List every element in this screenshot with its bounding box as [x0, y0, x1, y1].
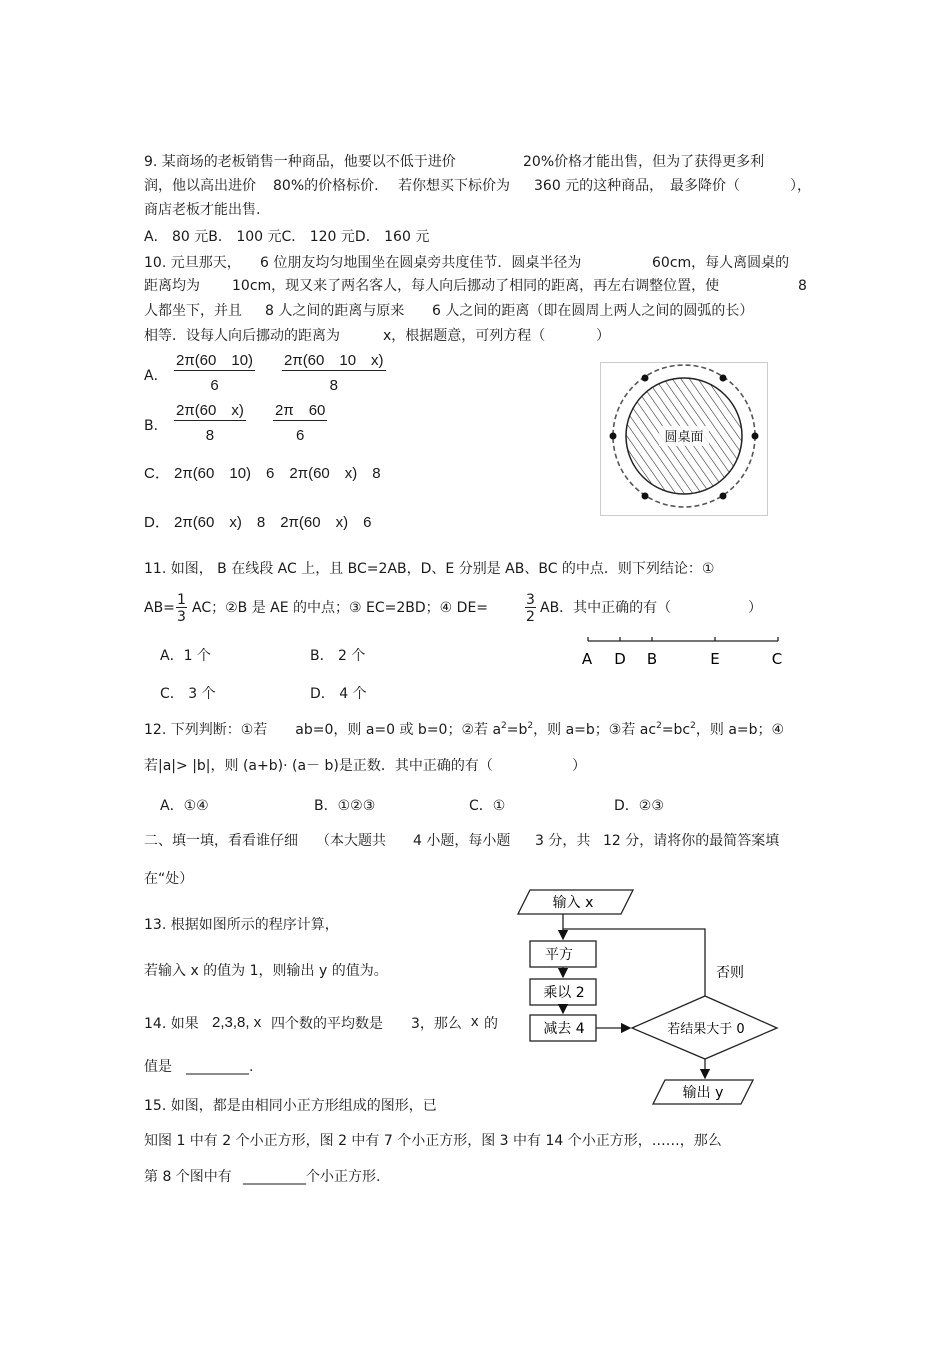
q11-l2-close: ）: [748, 600, 762, 616]
seat-dot: [720, 493, 727, 500]
q15-line1: 15. 如图，都是由相同小正方形组成的图形，已: [144, 1098, 437, 1114]
q11-optD: D． 4 个: [310, 686, 367, 702]
q14-l1f: 的: [484, 1016, 498, 1032]
q10-line2a: 距离均为: [144, 278, 200, 294]
q12-optD: D．②③: [614, 798, 664, 814]
flowchart: [515, 885, 795, 1110]
q9-line1a: 9. 某商场的老板销售一种商品，他要以不低于进价: [144, 154, 456, 170]
q11-f2-den: 2: [526, 609, 535, 625]
q10-optB-label: B．: [144, 418, 168, 434]
q12-l1d-sup: 2: [656, 721, 662, 731]
q14-l1a: 14. 如果: [144, 1016, 199, 1032]
section2-line1d: 3 分，共: [535, 833, 591, 849]
seat-dot: [642, 375, 649, 382]
q12-line2-close: ）: [572, 758, 586, 774]
q14-l2a: 值是: [144, 1059, 172, 1075]
seat-dot: [752, 433, 759, 440]
q9-line1b: 20%价格才能出售，但为了获得更多利: [523, 154, 765, 170]
q10-optB-f1-num: 2π(60 x): [176, 402, 244, 419]
table-label: 圆桌面: [664, 430, 704, 445]
q9-line2b: 80%的价格标价.: [273, 178, 379, 194]
q10-optA-label: A．: [144, 368, 168, 384]
q12-optA: A．①④: [160, 798, 209, 814]
input-label: 输入 x: [552, 895, 594, 911]
q10-line3b: 8 人之间的距离与原来: [265, 303, 405, 319]
q11-f2-num: 3: [526, 592, 535, 608]
output-label: 输出 y: [682, 1085, 724, 1101]
q9-options: A． 80 元B． 100 元C． 120 元D． 160 元: [144, 229, 430, 245]
q12-l1b-sup: 2: [501, 721, 507, 731]
q11-line1: 11. 如图， B 在线段 AC 上，且 BC=2AB，D、E 分别是 AB、BC 的中点．则下列结论：①: [144, 561, 715, 577]
q10-line1a: 10. 元旦那天，: [144, 255, 241, 271]
q12-l1d: ，则 a=b；③若 ac: [533, 722, 657, 738]
q10-optB-f1-den: 8: [205, 427, 215, 444]
no-label: 否则: [716, 965, 744, 981]
q11-f1-num: 1: [177, 592, 186, 608]
q11-fraction-3-2: [525, 593, 536, 624]
section2-line1b: （本大题共: [316, 833, 386, 849]
q9-line3: 商店老板才能出售.: [144, 202, 261, 218]
segment-diagram: [578, 632, 788, 672]
q10-optD: D． 2π(60 x) 8 2π(60 x) 6: [144, 514, 372, 531]
point-label-d: D: [614, 650, 626, 668]
q10-optA-f2-den: 8: [329, 377, 338, 394]
q15-line3a: 第 8 个图中有: [144, 1169, 232, 1185]
q12-l1e: =bc: [661, 722, 691, 738]
q11-l2-ab: AB=: [144, 600, 175, 616]
q10-optB-fraction-2: [273, 402, 327, 445]
q9-line2c: 若你想买下标价为: [398, 178, 510, 194]
condition-label: 若结果大于 0: [667, 1022, 745, 1037]
q10-line1c: 60cm，每人离圆桌的: [652, 255, 790, 271]
q11-l2-mid: AC；②B 是 AE 的中点；③ EC=2BD；④ DE=: [192, 600, 489, 616]
point-label-a: A: [581, 650, 593, 668]
q11-f1-den: 3: [177, 609, 186, 625]
section2-line2: 在“处）: [144, 871, 194, 887]
q10-optA-fraction-2: [282, 352, 386, 395]
q15-line2: 知图 1 中有 2 个小正方形，图 2 中有 7 个小正方形，图 3 中有 14 个小正方形，……，那么: [144, 1133, 722, 1149]
seat-dot: [610, 433, 617, 440]
q10-optB-fraction-1: [174, 402, 246, 445]
q10-line4a: 相等．设每人向后挪动的距离为: [144, 328, 340, 344]
q10-line2b: 10cm，现又来了两名客人，每人向后挪动了相同的距离，再左右调整位置，使: [232, 278, 720, 294]
q11-optC: C． 3 个: [160, 686, 216, 702]
q9-line2a: 润，他以高出进价: [144, 178, 256, 194]
q12-l1a: 12. 下列判断：①若: [144, 722, 268, 738]
point-label-c: C: [771, 650, 783, 668]
q11-fraction-1-3: [176, 593, 187, 624]
point-label-b: B: [646, 650, 658, 668]
q10-line2c: 8: [798, 278, 807, 294]
q13-line1: 13. 根据如图所示的程序计算，: [144, 917, 339, 933]
q14-answer-blank: _________.: [186, 1059, 254, 1075]
q12-l1c-sup: 2: [527, 721, 534, 731]
section2-line1e: 12 分，请将你的最简答案填: [603, 833, 780, 849]
q12-l1c: =b: [506, 722, 528, 738]
q14-l1b: 2,3,8, x: [212, 1014, 262, 1031]
point-label-e: E: [710, 650, 720, 668]
q12-l1e-sup: 2: [690, 721, 696, 731]
round-table-figure: [600, 362, 768, 516]
q10-optA-fraction-1: [174, 352, 255, 395]
seat-dot: [642, 493, 649, 500]
q10-line1b: 6 位朋友均匀地围坐在圆桌旁共度佳节．圆桌半径为: [260, 255, 582, 271]
q10-optB-f2-den: 6: [296, 427, 305, 444]
q10-optA-f2-num: 2π(60 10 x): [284, 352, 384, 369]
q15-answer-blank: _________个小正方形.: [243, 1169, 381, 1185]
times2-label: 乘以 2: [543, 985, 585, 1001]
q12-l1f: ，则 a=b；④: [695, 722, 785, 738]
q10-optB-f2-num: 2π 60: [275, 402, 326, 419]
q9-line2e: 最多降价（: [670, 178, 740, 194]
square-label: 平方: [545, 947, 573, 963]
q10-optA-f1-den: 6: [210, 377, 219, 394]
q14-l1c: 四个数的平均数是: [271, 1016, 383, 1032]
q13-line2: 若输入 x 的值为 1，则输出 y 的值为。: [144, 963, 388, 979]
q10-line4c: ）: [596, 328, 610, 344]
q10-line3a: 人都坐下，并且: [144, 303, 242, 319]
q9-line2f: ），: [790, 178, 811, 194]
minus4-label: 减去 4: [543, 1021, 585, 1037]
q12-line1: [144, 721, 784, 739]
q11-optA: A．1 个: [160, 648, 211, 664]
q11-optB: B． 2 个: [310, 648, 366, 664]
q10-line3c: 6 人之间的距离（即在圆周上两人之间的圆弧的长）: [432, 303, 754, 319]
q12-optC: C．①: [469, 798, 506, 814]
q14-l1e: x: [471, 1013, 479, 1030]
q14-l1d: 3，那么: [411, 1016, 462, 1032]
q12-l1b: ab=0，则 a=0 或 b=0；②若 a: [295, 722, 502, 738]
section2-line1a: 二、填一填，看看谁仔细: [144, 833, 298, 849]
section2-line1c: 4 小题，每小题: [413, 833, 511, 849]
q9-line2d: 360 元的这种商品，: [534, 178, 664, 194]
q12-optB: B．①②③: [314, 798, 376, 814]
q10-line4b: x，根据题意，可列方程（: [383, 328, 546, 344]
q11-l2-end: AB．其中正确的有（: [540, 600, 672, 616]
q10-optC: C． 2π(60 10) 6 2π(60 x) 8: [144, 465, 381, 482]
seat-dot: [720, 375, 727, 382]
q12-line2: 若|a|> |b|，则 (a+b)· (a－ b)是正数．其中正确的有（: [144, 758, 493, 774]
q10-optA-f1-num: 2π(60 10): [176, 352, 254, 369]
